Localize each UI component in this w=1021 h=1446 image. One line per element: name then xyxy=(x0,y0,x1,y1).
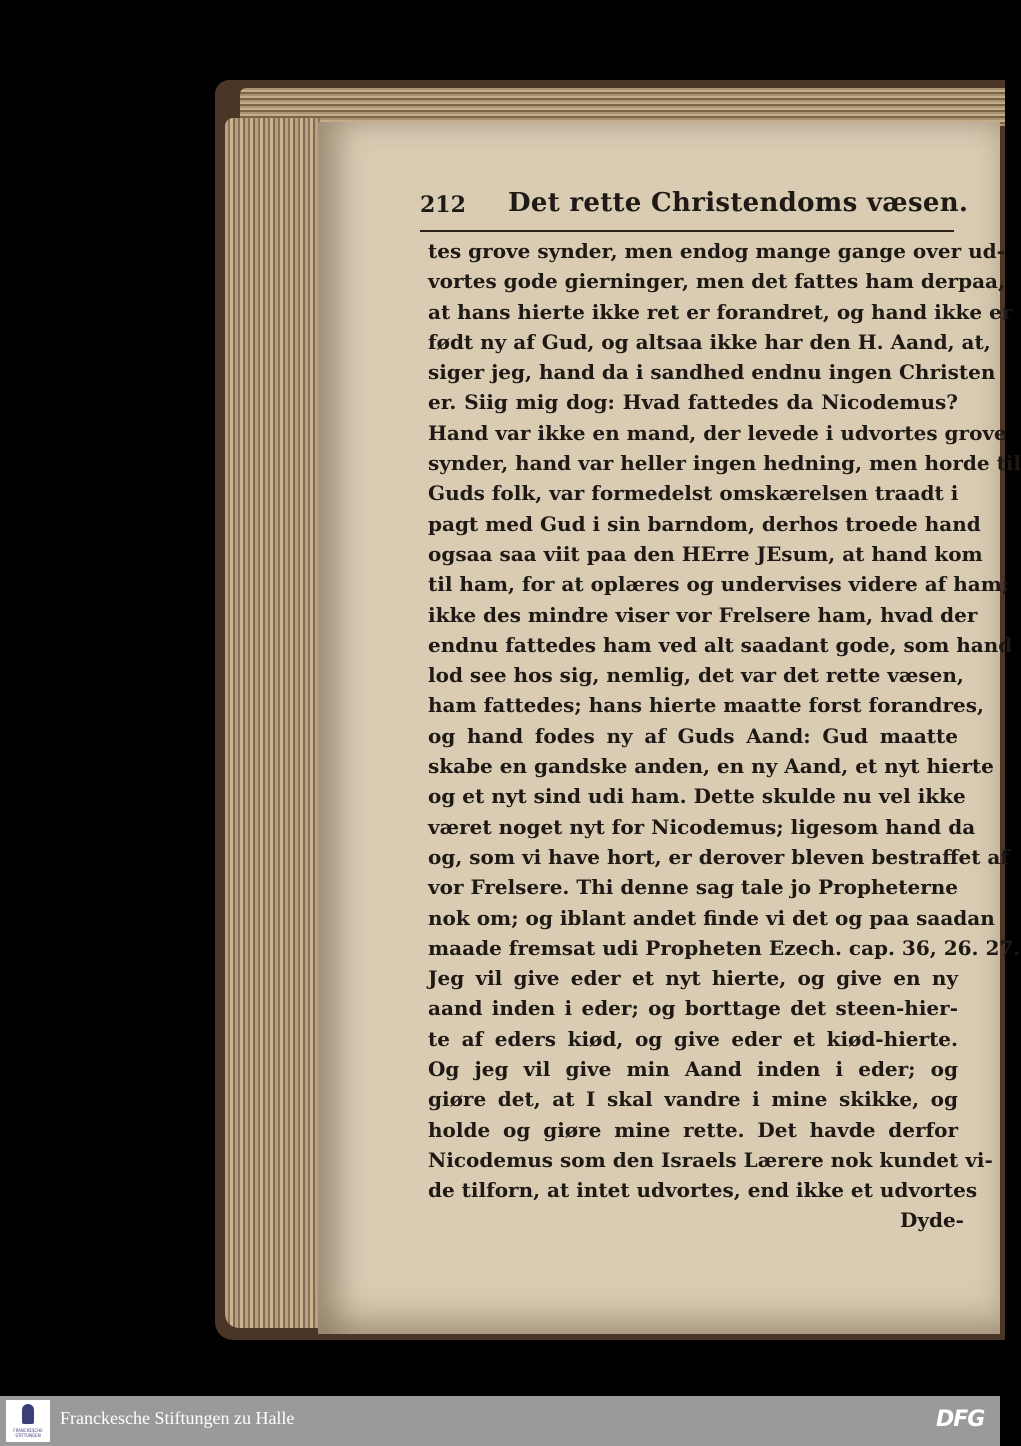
text-line: nok om; og iblant andet finde vi det og paa saadan xyxy=(428,905,995,930)
text-line: ikke des mindre viser vor Frelsere ham, hvad der xyxy=(428,602,978,627)
institution-name: Franckesche Stiftungen zu Halle xyxy=(60,1408,295,1428)
text-line: Hand var ikke en mand, der levede i udvortes grove xyxy=(428,420,1007,445)
page-text xyxy=(428,236,1021,1206)
text-line: og, som vi have hort, er derover bleven bestraffet af xyxy=(428,844,1009,869)
text-line: Og jeg vil give min Aand inden i eder; og xyxy=(428,1057,958,1082)
text-line: vor Frelsere. Thi denne sag tale jo Propheterne xyxy=(428,875,958,900)
header-rule xyxy=(420,230,954,232)
text-line: ogsaa saa viit paa den HErre JEsum, at hand kom xyxy=(428,541,983,566)
page-number: 212 xyxy=(420,192,466,218)
text-line: giøre det, at I skal vandre i mine skikke, og xyxy=(428,1087,958,1112)
text-line: endnu fattedes ham ved alt saadant gode, som hand xyxy=(428,632,1013,657)
text-line: maade fremsat udi Propheten Ezech. cap. 36, 26. 27. xyxy=(428,935,1021,960)
text-line: lod see hos sig, nemlig, det var det rette væsen, xyxy=(428,663,964,688)
book-top-edge xyxy=(240,88,1005,126)
text-line: og hand fodes ny af Guds Aand: Gud maatte xyxy=(428,723,958,748)
running-title: Det rette Christendoms væsen. xyxy=(508,188,969,218)
text-line: siger jeg, hand da i sandhed endnu ingen Christen xyxy=(428,360,996,385)
logo-text: FRANCKESCHE STIFTUNGEN xyxy=(13,1428,43,1438)
text-line: været noget nyt for Nicodemus; ligesom hand da xyxy=(428,814,976,839)
book-page-edges xyxy=(225,118,320,1328)
institution-logo[interactable] xyxy=(6,1400,50,1442)
page-header xyxy=(420,188,969,228)
text-line: Nicodemus som den Israels Lærere nok kundet vi- xyxy=(428,1147,993,1172)
text-line: at hans hierte ikke ret er forandret, og hand ikke er xyxy=(428,299,1013,324)
text-line: vortes gode gierninger, men det fattes ham derpaa, xyxy=(428,269,1005,294)
text-line: og et nyt sind udi ham. Dette skulde nu vel ikke xyxy=(428,784,966,809)
dfg-logo[interactable]: DFG xyxy=(936,1407,985,1432)
text-line: de tilforn, at intet udvortes, end ikke et udvortes xyxy=(428,1178,978,1203)
catchword: Dyde- xyxy=(900,1208,964,1232)
text-line: født ny af Gud, og altsaa ikke har den H. Aand, at, xyxy=(428,329,991,354)
footer-bar xyxy=(0,1396,1000,1446)
text-line: Guds folk, var formedelst omskærelsen traadt i xyxy=(428,481,959,506)
text-line: synder, hand var heller ingen hedning, men horde til xyxy=(428,451,1021,476)
text-line: aand inden i eder; og borttage det steen-hier- xyxy=(428,996,958,1021)
text-line: til ham, for at oplæres og undervises videre af ham; xyxy=(428,572,1010,597)
text-line: te af eders kiød, og give eder et kiød-hierte. xyxy=(428,1026,958,1051)
text-line: tes grove synder, men endog mange gange over ud- xyxy=(428,239,1005,263)
text-line: holde og giøre mine rette. Det havde derfor xyxy=(428,1117,958,1142)
text-line: er. Siig mig dog: Hvad fattedes da Nicodemus? xyxy=(428,390,958,415)
logo-emblem-icon xyxy=(22,1404,34,1424)
text-line: skabe en gandske anden, en ny Aand, et nyt hierte xyxy=(428,754,994,779)
text-line: ham fattedes; hans hierte maatte forst forandres, xyxy=(428,693,984,718)
text-line: Jeg vil give eder et nyt hierte, og give en ny xyxy=(428,966,958,991)
text-line: pagt med Gud i sin barndom, derhos troede hand xyxy=(428,511,981,536)
